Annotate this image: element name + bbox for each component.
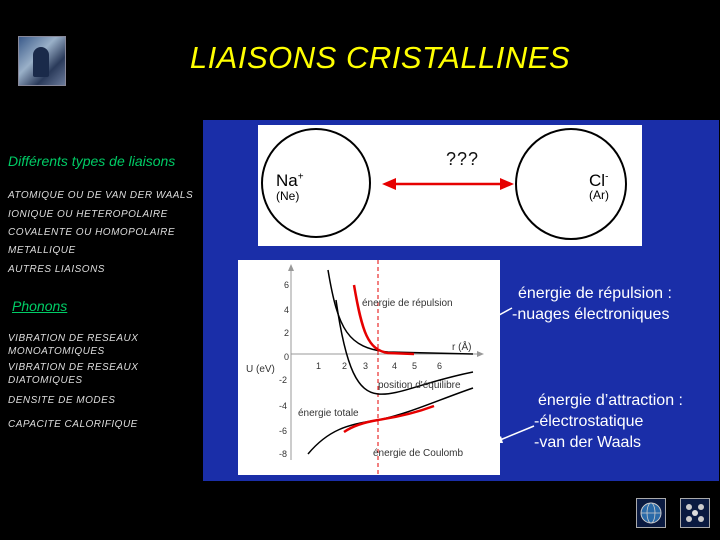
x-tick: 5 (412, 361, 418, 371)
x-axis-label: r (Å) (452, 342, 472, 353)
x-tick: 4 (392, 361, 398, 371)
attraction-pointer (500, 426, 534, 440)
x-tick: 2 (342, 361, 348, 371)
cl-ion-label: Cl- (589, 171, 609, 190)
sidebar-item-capacite[interactable]: CAPACITE CALORIFIQUE (8, 419, 138, 430)
repulsion-pointer-head (484, 316, 494, 324)
coulomb-label: énergie de Coulomb (373, 448, 464, 459)
sidebar-item-autres[interactable]: AUTRES LIAISONS (8, 264, 105, 275)
crystal-nav-button[interactable] (680, 498, 710, 528)
sidebar-item-diatomiques[interactable]: VIBRATION DE RESEAUX DIATOMIQUES (8, 362, 139, 386)
sidebar-item-densite[interactable]: DENSITE DE MODES (8, 395, 116, 406)
globe-icon (639, 501, 663, 525)
sidebar-item-atomique[interactable]: ATOMIQUE OU DE VAN DER WAALS (8, 190, 194, 201)
unknown-distance-label: ??? (446, 149, 480, 169)
sidebar-section-liaisons-title: Différents types de liaisons (8, 153, 176, 169)
na-config-label: (Ne) (276, 189, 300, 203)
x-tick: 3 (363, 361, 369, 371)
sidebar-item-metallique[interactable]: METALLIQUE (8, 245, 76, 256)
repulsion-pointer (490, 308, 512, 320)
attraction-annotation-detail-1: -électrostatique (534, 413, 644, 430)
y-tick: 0 (284, 352, 290, 362)
y-axis-label: U (eV) (246, 364, 275, 375)
y-tick: -2 (279, 375, 288, 385)
sidebar-section-phonons-title[interactable]: Phonons (12, 298, 68, 314)
home-button[interactable] (636, 498, 666, 528)
sidebar-item-ionique[interactable]: IONIQUE OU HETEROPOLAIRE (8, 209, 168, 220)
crystal-lattice-icon (683, 501, 707, 525)
sidebar-item-covalente[interactable]: COVALENTE OU HOMOPOLAIRE (8, 227, 176, 238)
y-tick: 6 (284, 280, 290, 290)
equilibrium-label: position d'équilibre (378, 380, 461, 391)
attraction-pointer-head (493, 436, 503, 443)
repulsion-annotation-title: énergie de répulsion : (518, 285, 672, 302)
x-tick: 6 (437, 361, 443, 371)
cl-config-label: (Ar) (589, 188, 609, 202)
sidebar-item-monoatomiques[interactable]: VIBRATION DE RESEAUX MONOATOMIQUES (8, 333, 139, 357)
repulsion-annotation-detail: -nuages électroniques (512, 306, 670, 323)
attraction-annotation-detail-2: -van der Waals (534, 434, 641, 451)
repulsion-label: énergie de répulsion (362, 298, 453, 309)
y-tick: 2 (284, 328, 290, 338)
attraction-annotation-title: énergie d’attraction : (538, 392, 683, 409)
y-tick: -8 (279, 449, 288, 459)
na-ion-label: Na+ (276, 171, 304, 190)
y-tick: -4 (279, 401, 288, 411)
total-energy-label: énergie totale (298, 408, 359, 419)
y-tick: 4 (284, 305, 290, 315)
y-tick: -6 (279, 426, 288, 436)
x-tick: 1 (316, 361, 322, 371)
slide-title: LIAISONS CRISTALLINES (189, 40, 571, 75)
